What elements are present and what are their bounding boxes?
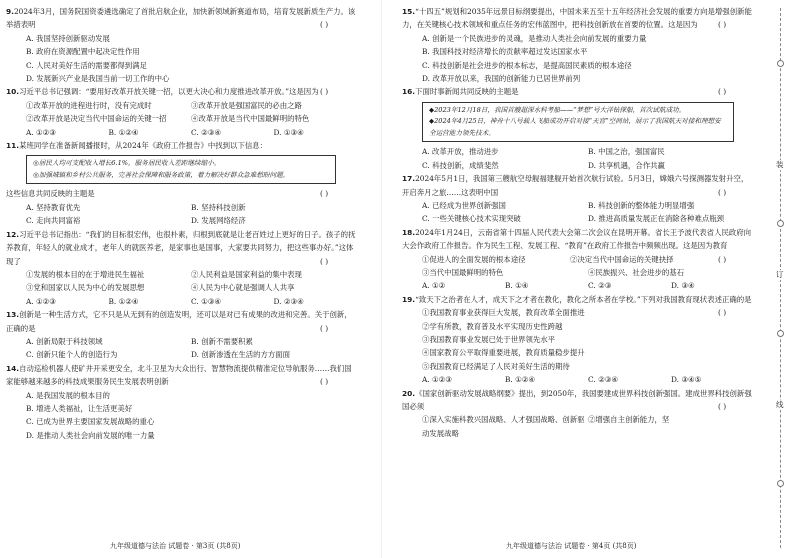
option-b[interactable]: B. 我国科技对经济增长的贡献率超过发达国家水平 — [422, 47, 588, 57]
option-d[interactable]: D. ③④ — [671, 281, 695, 291]
option-c[interactable]: C. ②③④ — [588, 375, 618, 385]
question-number: 15. — [402, 7, 416, 16]
option-a[interactable]: A. 坚持教育优先 — [26, 202, 81, 212]
option-d[interactable]: D. 发展网络经济 — [191, 216, 246, 226]
answer-blank[interactable]: ( ) — [320, 323, 329, 333]
question-14 — [6, 362, 356, 442]
binding-hole-icon — [777, 60, 784, 67]
answer-blank[interactable]: ( ) — [718, 254, 727, 264]
question-number: 14. — [6, 363, 20, 373]
option-d[interactable]: D. ③④⑤ — [671, 375, 702, 385]
question-stem: 习近平总书记强调：“要用好改革开放关键一招，以更大决心和力度推进改革开放。”这是因为 — [19, 87, 319, 97]
question-number: 10. — [6, 87, 20, 97]
question-stem: 下面时事新闻共同反映的主题是 — [415, 87, 519, 97]
question-17 — [402, 172, 754, 226]
question-12 — [6, 228, 356, 308]
answer-blank[interactable]: ( ) — [718, 20, 727, 30]
option-d[interactable]: D. 共享机遇，合作共赢 — [588, 160, 665, 170]
question-11 — [6, 139, 356, 228]
option-c[interactable]: C. 走向共同富裕 — [26, 216, 81, 226]
page-footer-left: 九年级道德与法治 试题卷 · 第3页 (共8页) — [110, 542, 241, 550]
option-c[interactable]: C. 已成为世界主要国家发展战略的重心 — [26, 417, 155, 427]
answer-blank[interactable]: ( ) — [320, 20, 329, 30]
question-number: 17. — [402, 174, 416, 184]
option-a[interactable]: A. 创新是一个民族进步的灵魂，是推动人类社会向前发展的重要力量 — [422, 33, 647, 43]
left-page — [6, 0, 356, 558]
page-divider — [381, 0, 382, 558]
answer-blank[interactable]: ( ) — [320, 256, 329, 266]
question-number: 19. — [402, 294, 416, 304]
option-c[interactable]: C. 人民对美好生活的需要都得到满足 — [26, 60, 147, 70]
question-20 — [402, 387, 754, 441]
question-number: 9. — [6, 7, 14, 16]
option-a[interactable]: A. 是我国发展的根本目的 — [26, 390, 110, 400]
option-c[interactable]: C. ①③④ — [191, 296, 221, 306]
question-stem: 自动巡检机器人使矿井开采更安全，北斗卫星为大众出行、智慧物流提供精准定位导航服务……我们国家能够越来越多的科技成果服务民生发展表明创新 — [6, 363, 352, 387]
option-b[interactable]: B. 政府在资源配置中起决定性作用 — [26, 47, 140, 57]
statement-item: ②学有所教，教育普及水平实现历史性跨越 — [422, 321, 563, 331]
statement-item: ②决定当代中国命运的关键抉择 — [570, 254, 674, 264]
question-stem: “十四五”规划和2035年远景目标纲要提出，中国未来五至十五年经济社会发展的重要方向是增强创新能力，在关键核心技术领域和重点任务的宏伟蓝图中，把科技创新放在首要的位置。这是因为 — [402, 7, 752, 30]
question-stem: 《国家创新驱动发展战略纲要》提出，到2050年，我国要建成世界科技创新强国。建成世界科技创新强国必须 — [402, 388, 752, 412]
news-line: ◆2024年4月25日，神舟十八号载人飞船成功开启对接“天宫”空间站，展示了我国航天对接和理想安全运营能力领先技术。 — [429, 117, 721, 137]
option-d[interactable]: D. 是推动人类社会向前发展的唯一力量 — [26, 430, 155, 440]
question-prompt: 这些信息共同反映的主题是 — [6, 189, 95, 199]
question-16 — [402, 85, 754, 172]
option-c[interactable]: C. 一些关键核心技术实现突破 — [422, 214, 521, 224]
option-b[interactable]: B. 坚持科技创新 — [191, 202, 246, 212]
statement-item: ③改革开放是强国富民的必由之路 — [191, 100, 302, 110]
answer-blank[interactable]: ( ) — [718, 308, 727, 318]
question-stem: “致天下之治者在人才，成天下之才者在教化，教化之所本者在学校。”下列对我国教育现状表述正确的是 — [415, 294, 752, 304]
option-d[interactable]: D. ②③④ — [273, 296, 304, 306]
answer-blank[interactable]: ( ) — [320, 189, 329, 199]
answer-blank[interactable]: ( ) — [718, 87, 727, 97]
binding-hole-icon — [777, 330, 784, 337]
question-15 — [402, 5, 754, 85]
question-13 — [6, 308, 356, 362]
binding-margin — [758, 0, 794, 558]
option-d[interactable]: D. 改革开放以来，我国的创新能力已居世界前列 — [422, 74, 581, 84]
statement-item: ③我国教育事业发展已处于世界领先水平 — [422, 335, 556, 345]
statement-item: ②人民利益是国家利益的集中表现 — [191, 269, 302, 279]
binding-label: 线 — [776, 400, 784, 409]
material-line: ◎居民人均可支配收入增长6.1%，服务居民收入差距继续缩小。 — [33, 159, 221, 168]
option-b[interactable]: B. ①②④ — [505, 375, 536, 385]
option-d[interactable]: D. 推进高质量发展正在消除各种难点瓶颈 — [588, 214, 725, 224]
option-a[interactable]: A. 改革开放，推动进步 — [422, 147, 499, 157]
option-a[interactable]: A. ①②③ — [422, 375, 452, 385]
option-b[interactable]: B. 中国之治，强国富民 — [588, 147, 665, 157]
option-c[interactable]: C. ②③④ — [191, 127, 221, 137]
statement-item: ④民族振兴、社会进步的基石 — [588, 268, 685, 277]
statement-item: ③当代中国最鲜明的特色 — [422, 268, 504, 277]
question-stem: 2024年1月24日，云南省第十四届人民代表大会第二次会议在昆明开幕。省长王予波代表省人民政府向大会作政府工作报告。作为民生工程、发展工程、“教育”在政府工作报告中频频出现。这是因为教育 — [402, 227, 752, 251]
news-line: ◆2023年12月18日，我国首艘超深水科考船——“梦想”号大洋钻探船，首次试航成功。 — [429, 105, 686, 114]
statement-item: ②增强自主创新能力，坚 — [588, 415, 670, 425]
question-stem: 某班同学在准备新闻播报时，从2024年《政府工作报告》中找到以下信息： — [19, 141, 268, 151]
option-b[interactable]: B. ①②④ — [108, 296, 139, 306]
option-b[interactable]: B. 创新不需要积累 — [191, 336, 253, 346]
option-a[interactable]: A. 已经成为世界创新强国 — [422, 200, 506, 210]
option-c[interactable]: C. ②③ — [588, 281, 612, 291]
option-a[interactable]: A. 我国坚持创新驱动发展 — [26, 33, 110, 43]
material-box — [26, 155, 336, 184]
binding-label: 订 — [776, 270, 784, 279]
option-a[interactable]: A. ①② — [422, 281, 446, 291]
option-a[interactable]: A. ①②③ — [26, 127, 56, 137]
statement-item: ③党和国家以人民为中心的发展思想 — [26, 283, 145, 293]
option-c[interactable]: C. 科技创新，成绩斐然 — [422, 160, 499, 170]
statement-item: ①深入实施科教兴国战略、人才强国战略、创新驱动发展战略 — [422, 415, 585, 438]
question-number: 18. — [402, 227, 416, 237]
statement-item: ⑤我国教育已经满足了人民对美好生活的期待 — [422, 361, 570, 371]
option-b[interactable]: B. 科技创新的整体能力明显增强 — [588, 200, 695, 210]
statement-item: ④国家教育公平取得重要进展，教育质量稳步提升 — [422, 348, 585, 358]
question-number: 16. — [402, 87, 416, 97]
question-number: 11. — [6, 141, 20, 151]
question-number: 13. — [6, 310, 20, 320]
statement-item: ④人民为中心就是强调人人共享 — [191, 283, 295, 293]
question-18 — [402, 226, 754, 293]
question-stem: 习近平总书记指出：“我们的目标很宏伟，也很朴素，归根到底就是让老百姓过上更好的日子。孩子的抚养教育，年轻人的就业成才，老年人的就医养老，是家事也是国事，大家要共同努力，把这些事办好。”这体现了 — [6, 229, 356, 266]
statement-item: ④改革开放是当代中国最鲜明的特色 — [191, 114, 310, 124]
statement-item: ①我国教育事业获得巨大发展，教育改革全面推进 — [422, 308, 585, 318]
statement-item: ①发展的根本目的在于增进民生福祉 — [26, 269, 145, 279]
statement-item: ①促进人的全面发展的根本途径 — [422, 254, 526, 264]
statement-item: ②改革开放是决定当代中国命运的关键一招 — [26, 114, 167, 124]
question-stem: 2024年3月，国务院国资委遴选确定了首批启航企业，加快新领域新赛道布局，培育发展新质生产力。该举措表明 — [6, 7, 356, 30]
news-box — [422, 102, 734, 143]
question-number: 20. — [402, 388, 416, 398]
option-b[interactable]: B. ①④ — [505, 281, 529, 291]
binding-hole-icon — [777, 480, 784, 487]
question-stem: 2024年5月1日，我国第三艘航空母舰福建舰开始首次航行试验。5月3日，嫦娥六号探测器发射升空，开启奔月之旅……这表明中国 — [402, 174, 749, 197]
binding-hole-icon — [777, 220, 784, 227]
option-b[interactable]: B. 增进人类福祉，让生活更美好 — [26, 403, 133, 413]
question-10 — [6, 85, 356, 139]
option-a[interactable]: A. ①②③ — [26, 296, 56, 306]
statement-item: ①改革开放的进程进行时，没有完成时 — [26, 100, 152, 110]
right-page — [402, 0, 754, 558]
option-c[interactable]: C. 创新只能个人的创造行为 — [26, 350, 118, 360]
question-19 — [402, 293, 754, 387]
option-c[interactable]: C. 科技创新是社会进步的根本标志，是提高国民素质的根本途径 — [422, 60, 632, 70]
material-line: ◎加强城镇和乡村公共服务，完善社会保障和服务政策，着力解决好群众急难愁盼问题。 — [33, 170, 290, 179]
question-stem: 创新是一种生活方式，它不只是从无到有的创造发明，还可以是对已有成果的改进和完善。关于创新，正确的是 — [6, 310, 352, 333]
question-number: 12. — [6, 229, 20, 239]
answer-blank[interactable]: ( ) — [718, 402, 727, 412]
option-b[interactable]: B. ①②④ — [108, 127, 139, 137]
option-d[interactable]: D. ①③④ — [273, 127, 304, 137]
answer-blank[interactable]: ( ) — [320, 377, 329, 387]
page-footer-right: 九年级道德与法治 试题卷 · 第4页 (共8页) — [506, 542, 637, 550]
binding-label: 装 — [776, 160, 784, 169]
answer-blank[interactable]: ( ) — [320, 87, 329, 97]
option-d[interactable]: D. 创新渗透在生活的方方面面 — [191, 350, 291, 360]
option-a[interactable]: A. 创新局限于科技领域 — [26, 336, 103, 346]
answer-blank[interactable]: ( ) — [718, 187, 727, 197]
option-d[interactable]: D. 发展新兴产业是我国当前一切工作的中心 — [26, 74, 170, 84]
question-9 — [6, 5, 356, 85]
